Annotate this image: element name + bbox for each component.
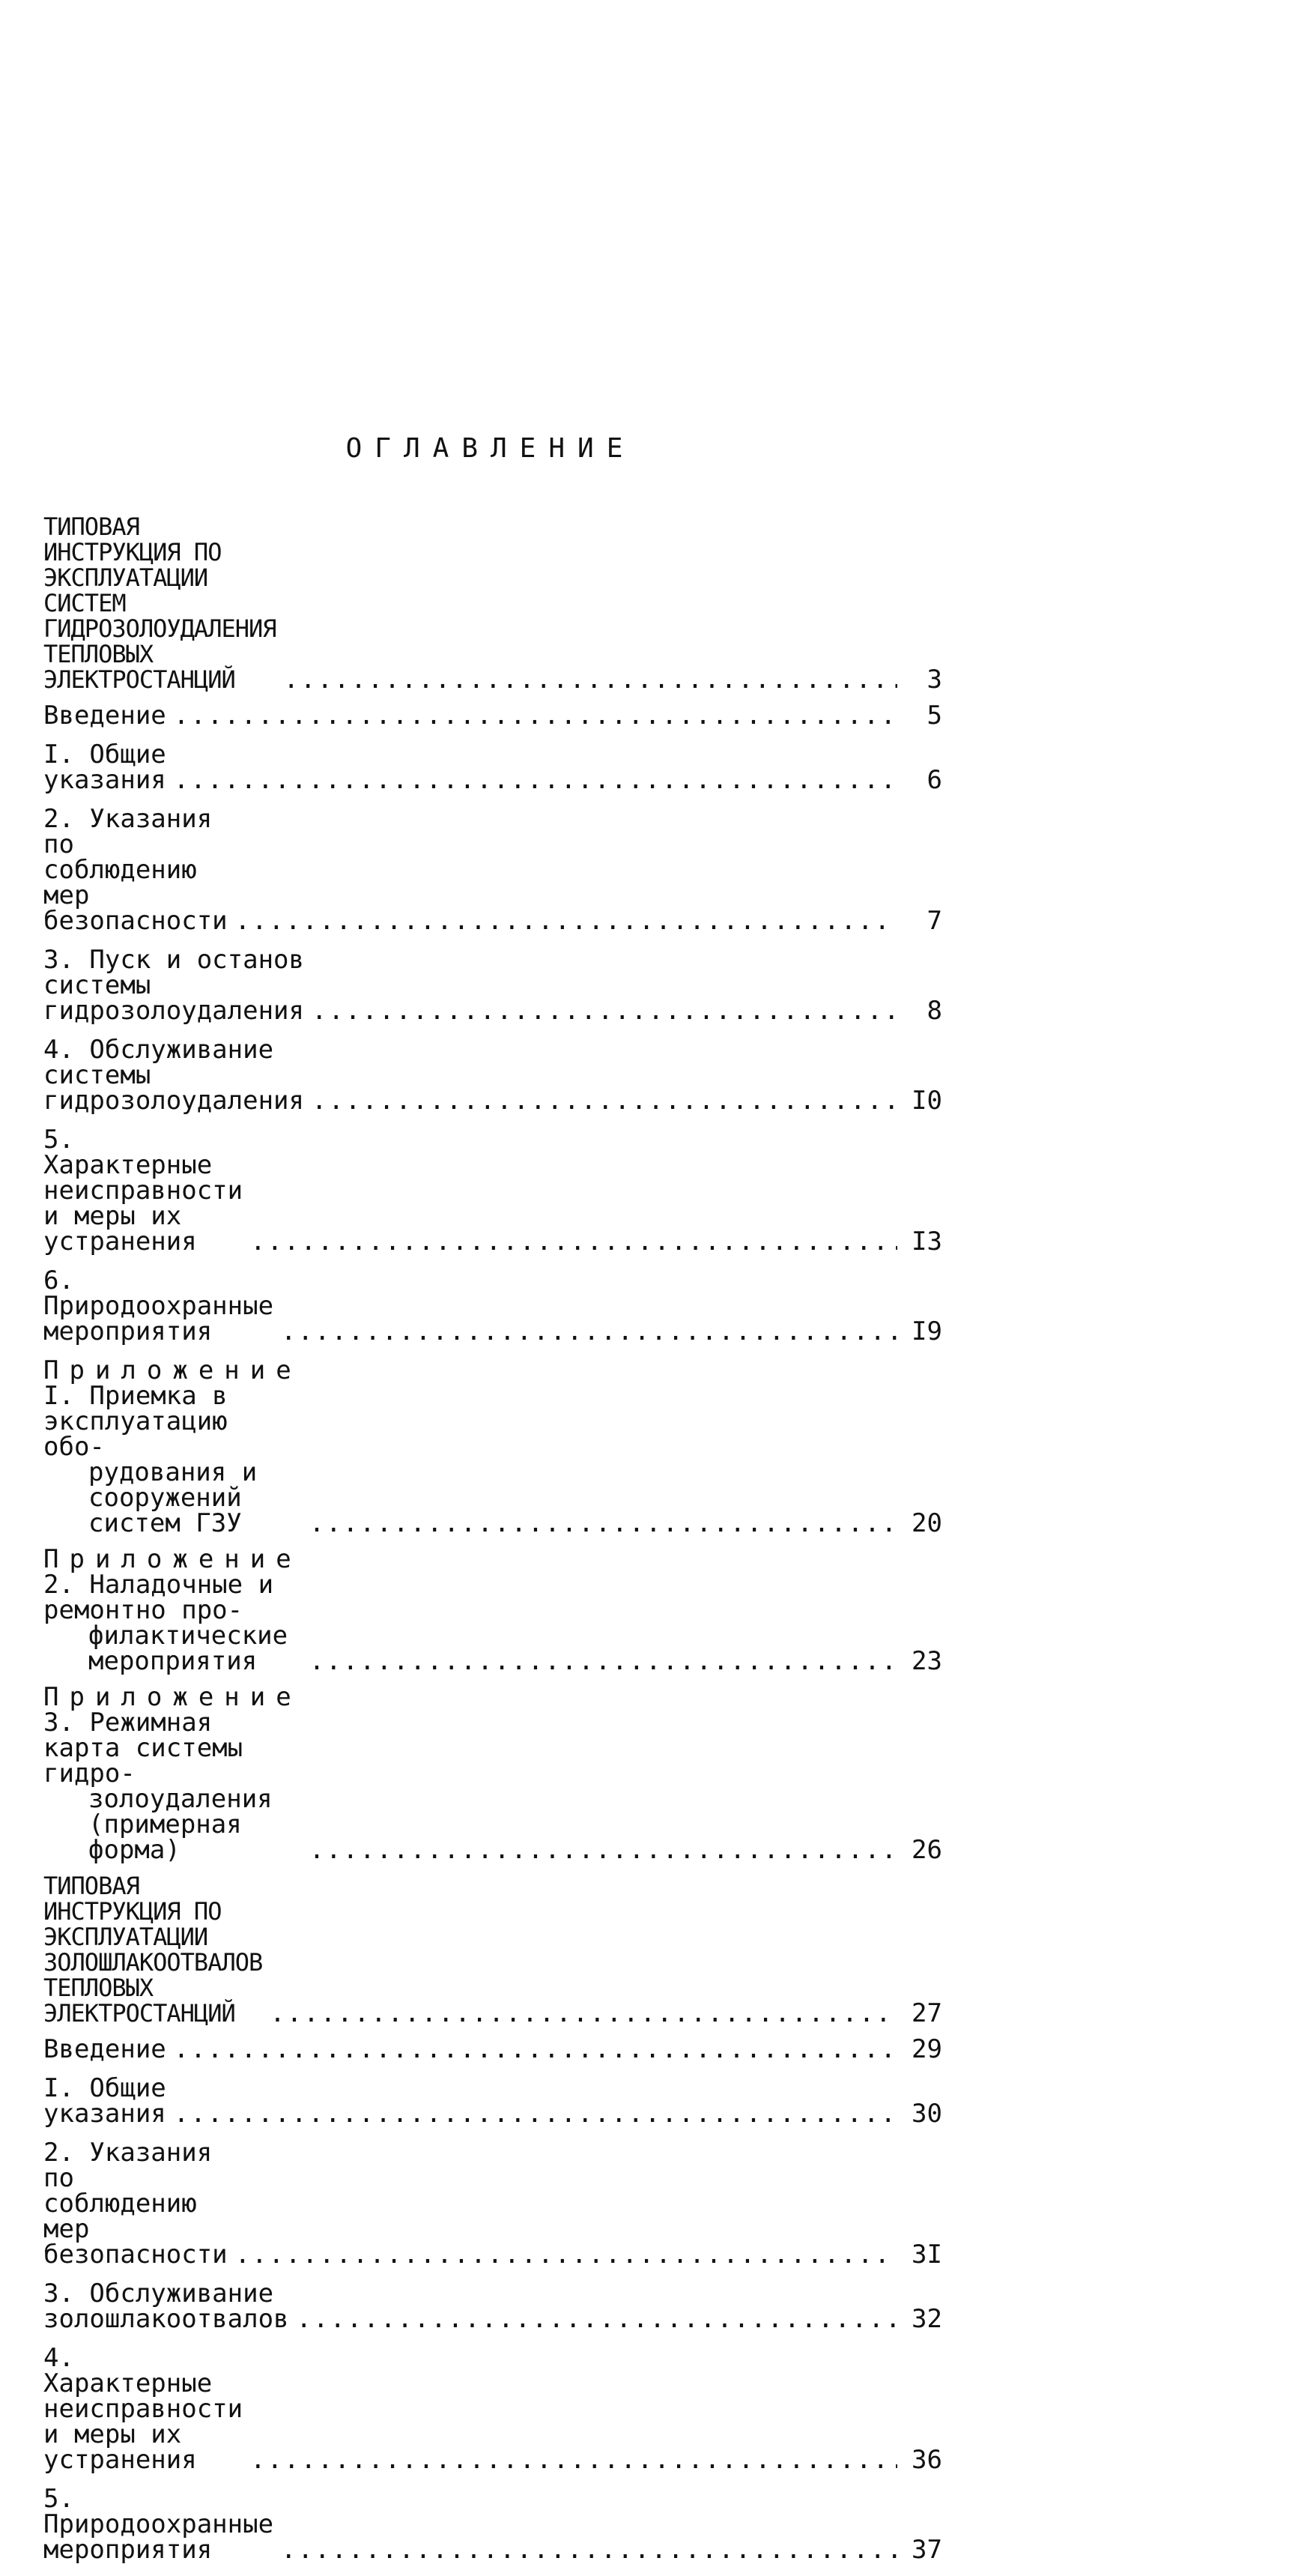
toc-page-number: 27 [912,1998,942,2028]
toc-leader-dots [309,1648,897,1674]
toc-leader-dots [174,703,897,728]
toc-entry[interactable] [43,742,942,793]
toc-entry-text: I. Общие указания [43,740,166,795]
toc-entry[interactable] [43,701,942,731]
toc-leader-dots [270,2001,897,2026]
toc-entry[interactable] [43,2073,942,2129]
toc-leader-dots [174,2037,897,2062]
table-of-contents [43,514,942,2576]
toc-entry[interactable] [43,947,942,1024]
toc-page-number: I9 [912,1316,942,1346]
toc-page-number: I3 [912,1227,942,1257]
toc-page-number: 29 [912,2034,942,2064]
toc-leader-dots [281,2537,897,2563]
toc-page-number: 7 [927,906,942,936]
toc-entry[interactable] [43,2486,942,2563]
toc-page-number: 5 [927,701,942,731]
toc-entry-text: Приложение I. Приемка в эксплуатацию обо- рудования и сооружений систем ГЗУ [43,1355,302,1538]
toc-entry-text: 2. Указания по соблюдению мер безопасности [43,804,228,936]
toc-entry[interactable] [43,2345,942,2473]
toc-leader-dots [309,1511,897,1536]
toc-entry[interactable] [43,2281,942,2332]
toc-entry[interactable] [43,1125,942,1257]
toc-entry-appendix-1[interactable] [43,1355,942,1538]
toc-entry-text: 4. Обслуживание системы гидрозолоудаления [43,1035,304,1116]
toc-entry[interactable] [43,1268,942,1344]
toc-page-number: 37 [912,2535,942,2565]
toc-leader-dots [312,1088,897,1113]
appendix-label: Приложение [43,1544,302,1574]
toc-page-number: 6 [927,765,942,795]
toc-entry-appendix-2[interactable] [43,1546,942,1674]
toc-page-number: 23 [912,1646,942,1676]
toc-page-number: 26 [912,1835,942,1865]
toc-entry[interactable] [43,806,942,934]
page-title: ОГЛАВЛЕНИЕ [345,433,636,464]
toc-entry-text: Введение [43,2034,166,2064]
toc-entry-text: Приложение 2. Наладочные и ремонтно про- филактические мероприятия [43,1544,302,1676]
toc-entry-text: Введение [43,701,166,731]
toc-leader-dots [281,1319,897,1344]
toc-page-number: 32 [912,2304,942,2334]
toc-entry-text: 4. Характерные неисправности и меры их устранения [43,2343,243,2475]
toc-entry-section-2[interactable] [43,1873,942,2026]
toc-leader-dots [174,767,897,793]
appendix-label: Приложение [43,1355,302,1385]
appendix-label: Приложение [43,1682,302,1712]
toc-leader-dots [250,1229,897,1254]
toc-page-number: 36 [912,2445,942,2475]
toc-entry-section-1[interactable] [43,513,942,695]
toc-entry-text: 3. Пуск и останов системы гидрозолоудаления [43,945,304,1026]
toc-entry-text: Приложение 3. Режимная карта системы гидро- золоудаления (примерная форма) [43,1682,302,1865]
toc-leader-dots [250,2447,897,2473]
toc-page-number: 3 [927,665,942,695]
toc-page-number: 20 [912,1508,942,1538]
toc-page-number: 30 [912,2099,942,2129]
toc-entry-text: 6. Природоохранные мероприятия [43,1266,274,1346]
toc-entry-appendix-3[interactable] [43,1684,942,1863]
toc-leader-dots [312,998,897,1024]
toc-leader-dots [235,2242,897,2267]
toc-entry[interactable] [43,1035,942,1116]
toc-leader-dots [235,908,897,934]
toc-leader-dots [309,1837,897,1863]
toc-entry-text: 3. Обслуживание золошлакоотвалов [43,2279,289,2334]
toc-entry[interactable] [43,2034,942,2064]
toc-entry-text: I. Общие указания [43,2073,166,2129]
toc-page-number: 8 [927,996,942,1026]
toc-leader-dots [297,2306,897,2332]
toc-entry-text: 5. Природоохранные мероприятия [43,2484,274,2565]
toc-leader-dots [284,667,897,692]
toc-entry-text: 5. Характерные неисправности и меры их устранения [43,1125,243,1257]
toc-entry[interactable] [43,2138,942,2270]
toc-page-number: I0 [912,1086,942,1116]
toc-entry-text: ТИПОВАЯ ИНСТРУКЦИЯ ПО ЭКСПЛУАТАЦИИ ЗОЛОШЛАКООТВАЛОВ ТЕПЛОВЫХ ЭЛЕКТРОСТАНЦИЙ [43,1872,263,2028]
toc-leader-dots [174,2101,897,2126]
toc-entry-text: ТИПОВАЯ ИНСТРУКЦИЯ ПО ЭКСПЛУАТАЦИИ СИСТЕМ ГИДРОЗОЛОУДАЛЕНИЯ ТЕПЛОВЫХ ЭЛЕКТРОСТАНЦИЙ [43,513,276,694]
toc-entry-text: 2. Указания по соблюдению мер безопасности [43,2138,228,2270]
toc-page-number: 3I [912,2240,942,2270]
